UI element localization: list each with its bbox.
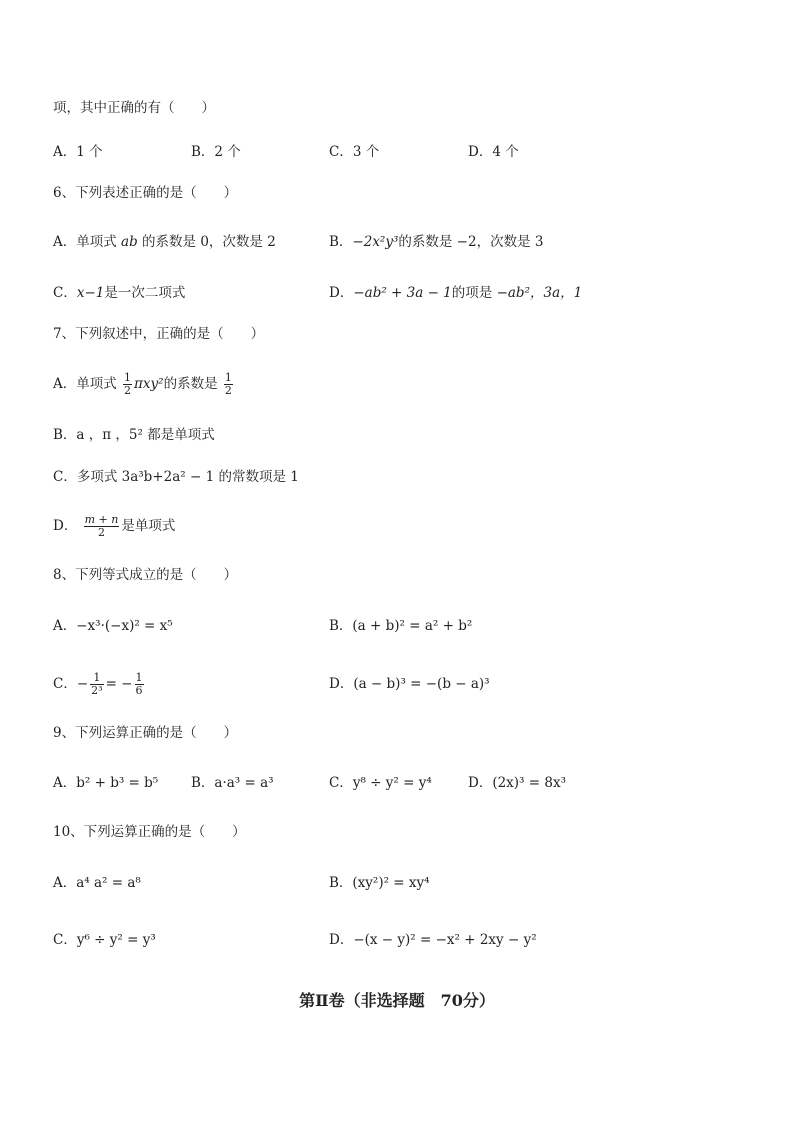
q9-stem: 9、下列运算正确的是（ ） [53, 725, 238, 741]
q5-option-a: A．1 个 [53, 144, 103, 160]
q6-option-a: A．单项式 ab 的系数是 0，次数是 2 [53, 234, 276, 250]
q5-option-c: C．3 个 [329, 144, 380, 160]
q9-option-c: C．y⁸ ÷ y² = y⁴ [329, 775, 432, 791]
q6-stem: 6、下列表述正确的是（ ） [53, 185, 238, 201]
q7-stem: 7、下列叙述中，正确的是（ ） [53, 326, 265, 342]
q7-option-d: D． $\frac{m + n}{2}$ 是单项式 [53, 513, 176, 539]
q8-option-c: C．− $\frac{1}{\text{2³}}$ = − $\frac{1}{6}$ [53, 671, 143, 697]
q9-option-b: B．a·a³ = a³ [191, 775, 274, 791]
q5-option-b: B．2 个 [191, 144, 241, 160]
q6-option-d: D．−ab² + 3a − 1的项是 −ab²，3a，1 [329, 285, 583, 301]
q8-option-b: B．(a + b)² = a² + b² [329, 618, 473, 634]
q7-option-a: A．单项式 $\frac{1}{2}$ πxy²的系数是 $\frac{1}{2}$ [53, 371, 232, 397]
section-heading: 第Ⅱ卷（非选择题 70分） [299, 991, 495, 1010]
q7-option-b: B．a ，π ，5² 都是单项式 [53, 427, 215, 443]
q8-option-d: D．(a − b)³ = −(b − a)³ [329, 676, 490, 692]
fraction: $\frac{1}{6}$ [135, 671, 143, 697]
q10-option-c: C．y⁶ ÷ y² = y³ [53, 932, 156, 948]
q6-option-b: B．−2x²y³的系数是 −2，次数是 3 [329, 234, 544, 250]
q8-stem: 8、下列等式成立的是（ ） [53, 567, 238, 583]
q5-continuation: 项，其中正确的有（ ） [53, 100, 215, 116]
q10-option-b: B．(xy²)² = xy⁴ [329, 875, 430, 891]
q10-stem: 10、下列运算正确的是（ ） [53, 824, 246, 840]
q9-option-d: D．(2x)³ = 8x³ [468, 775, 566, 791]
q10-option-d: D．−(x − y)² = −x² + 2xy − y² [329, 932, 537, 948]
q7-option-c: C．多项式 3a³b+2a² − 1 的常数项是 1 [53, 469, 299, 485]
fraction: $\frac{1}{2}$ [224, 371, 232, 397]
q6-option-c: C．x−1是一次二项式 [53, 285, 186, 301]
q10-option-a: A．a⁴ a² = a⁸ [53, 875, 141, 891]
fraction: $\frac{m + n}{2}$ [84, 513, 119, 539]
q9-option-a: A．b² + b³ = b⁵ [53, 775, 159, 791]
fraction: $\frac{1}{\text{2³}}$ [91, 671, 103, 697]
fraction: $\frac{1}{2}$ [124, 371, 132, 397]
q8-option-a: A．−x³·(−x)² = x⁵ [53, 618, 173, 634]
q5-option-d: D．4 个 [468, 144, 519, 160]
